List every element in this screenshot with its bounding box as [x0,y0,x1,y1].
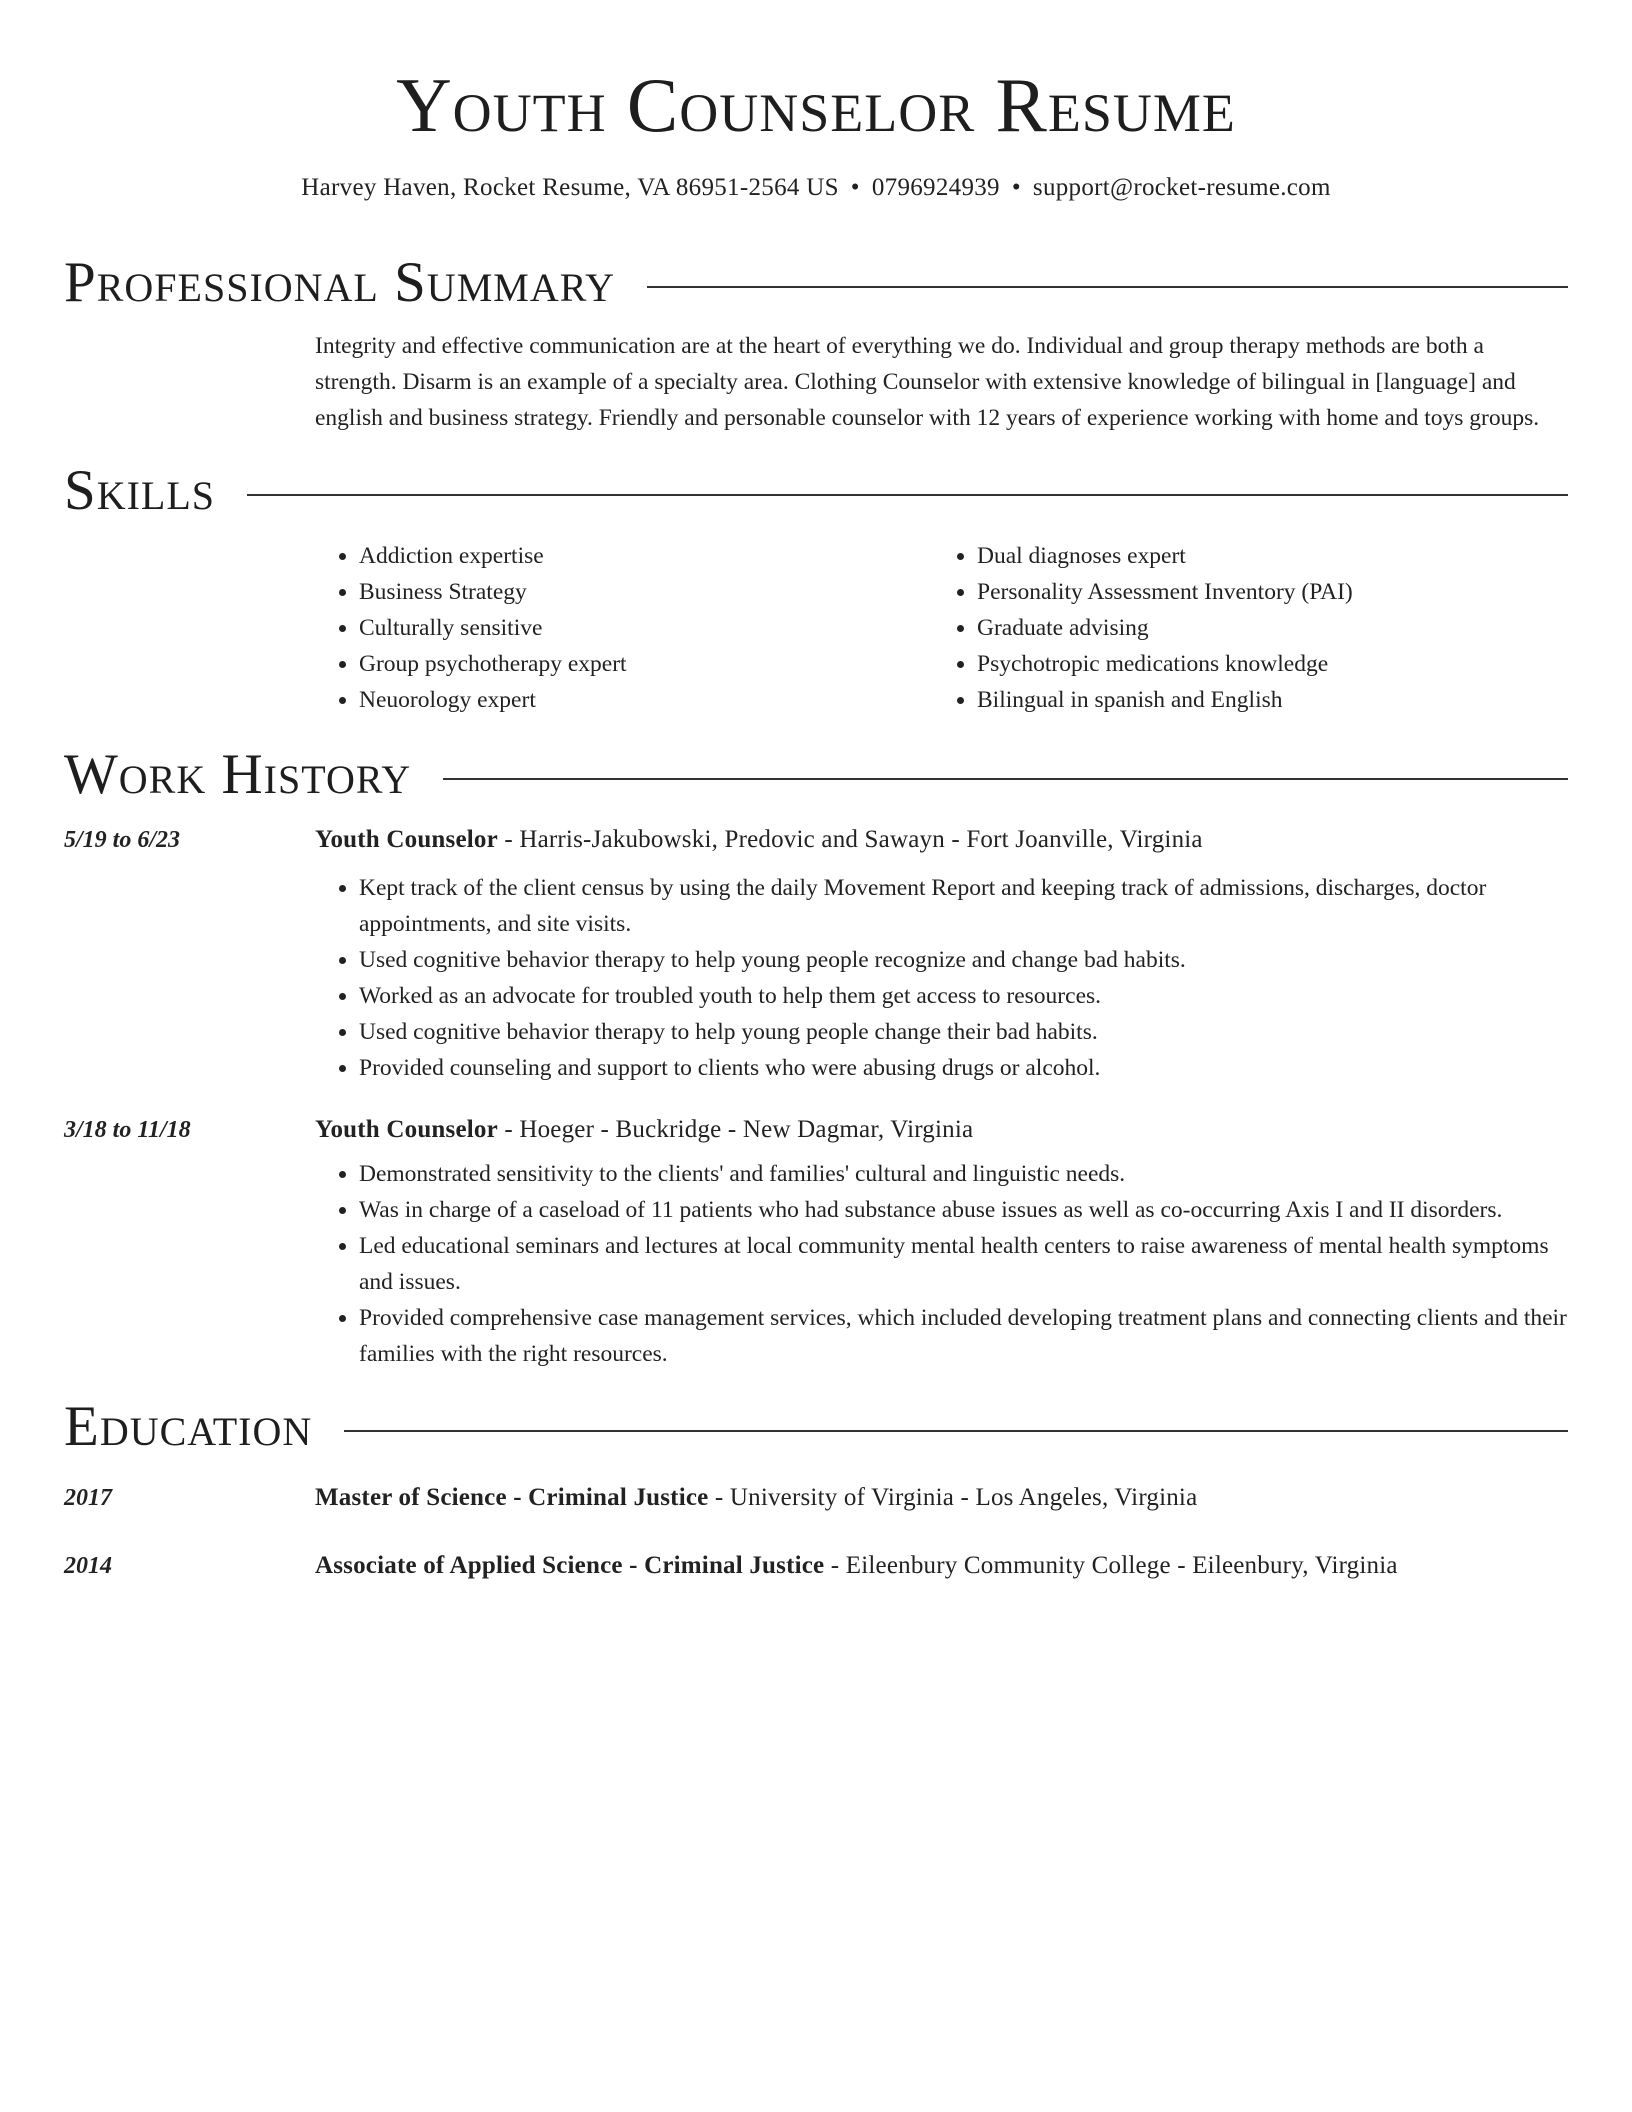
job-header [64,826,1568,854]
job-entry [64,1116,1568,1372]
contact-address: Harvey Haven, Rocket Resume, VA 86951-2564 US [301,174,839,201]
job-title: Youth Counselor [315,826,498,853]
job-date: 3/18 to 11/18 [64,1117,191,1143]
contact-separator: • [1011,174,1021,201]
job-bullet: • Used cognitive behavior therapy to help young people change their bad habits. [359,1014,1568,1050]
contact-phone: 0796924939 [871,174,1000,201]
skill-item: • Dual diagnoses expert [977,538,1551,574]
job-bullet: • Worked as an advocate for troubled youth to help them get access to resources. [359,978,1568,1014]
education-degree: Associate of Applied Science - Criminal Justice [315,1552,825,1579]
skill-item: • Culturally sensitive [359,610,933,646]
job-bullet: • Kept track of the client census by using the daily Movement Report and keeping track of admissions, discharges, doctor appointments, and site visits. [359,870,1568,942]
job-bullet: • Led educational seminars and lectures at local community mental health centers to raise awareness of mental health symptoms and issues. [359,1228,1568,1300]
education-heading-line [315,1484,1197,1512]
skill-item: • Addiction expertise [359,538,933,574]
skill-item: • Group psychotherapy expert [359,646,933,682]
education-entry [64,1484,1568,1512]
job-bullets [315,870,1568,1086]
work-heading: Work History [64,743,412,806]
job-bullet: • Used cognitive behavior therapy to help young people recognize and change bad habits. [359,942,1568,978]
skill-item: • Business Strategy [359,574,933,610]
job-date: 5/19 to 6/23 [64,827,181,853]
resume-title: Youth Counselor Resume [396,62,1236,148]
work-section-header [64,742,1568,808]
job-heading-line [315,826,1203,854]
skills-heading: Skills [64,459,216,522]
job-entry [64,826,1568,1086]
job-employer: - Hoeger - Buckridge - New Dagmar, Virginia [497,1116,974,1143]
skills-section-header [64,458,1568,524]
education-degree: Master of Science - Criminal Justice [315,1484,709,1511]
job-header [64,1116,1568,1144]
job-heading-line [315,1116,973,1144]
education-date: 2014 [64,1553,112,1579]
skill-item: • Personality Assessment Inventory (PAI) [977,574,1551,610]
summary-text: Integrity and effective communication are at the heart of everything we do. Individual and group therapy methods are both a strength. Disarm is an example of a specialty area. Clothing Counselor with extensive knowledge of bilingual in [language] and english and business strategy. Friendly and personable counselor with 12 years of experience working with home and toys groups. [315,333,1540,431]
education-school: - Eileenbury Community College - Eileenbury, Virginia [824,1552,1398,1579]
skill-item: • Psychotropic medications knowledge [977,646,1551,682]
education-heading-line [315,1552,1398,1580]
section-divider [247,494,1568,496]
summary-heading: Professional Summary [64,251,616,314]
education-section-header [64,1394,1568,1460]
job-bullet: • Demonstrated sensitivity to the clients' and families' cultural and linguistic needs. [359,1156,1568,1192]
section-divider [647,286,1568,288]
job-title: Youth Counselor [315,1116,498,1143]
contact-separator: • [850,174,860,201]
contact-email: support@rocket-resume.com [1032,174,1331,201]
job-bullet: • Was in charge of a caseload of 11 patients who had substance abuse issues as well as co-occurring Axis I and II disorders. [359,1192,1568,1228]
contact-line [64,172,1568,204]
summary-section-header [64,250,1568,316]
job-bullet: • Provided comprehensive case management services, which included developing treatment plans and connecting clients and their families with the right resources. [359,1300,1568,1372]
job-employer: - Harris-Jakubowski, Predovic and Sawayn - Fort Joanville, Virginia [497,826,1203,853]
skill-item: • Neuorology expert [359,682,933,718]
skill-item: • Graduate advising [977,610,1551,646]
resume-page [64,0,1568,1580]
skills-list [315,538,1568,718]
skills-column-right [933,538,1551,718]
education-school: - University of Virginia - Los Angeles, Virginia [708,1484,1198,1511]
education-entry [64,1552,1568,1580]
job-bullets [315,1156,1568,1372]
section-divider [344,1430,1568,1432]
education-heading: Education [64,1395,313,1458]
skills-column-left [315,538,933,718]
job-bullet: • Provided counseling and support to clients who were abusing drugs or alcohol. [359,1050,1568,1086]
skill-item: • Bilingual in spanish and English [977,682,1551,718]
section-divider [443,778,1568,780]
education-date: 2017 [64,1485,112,1511]
